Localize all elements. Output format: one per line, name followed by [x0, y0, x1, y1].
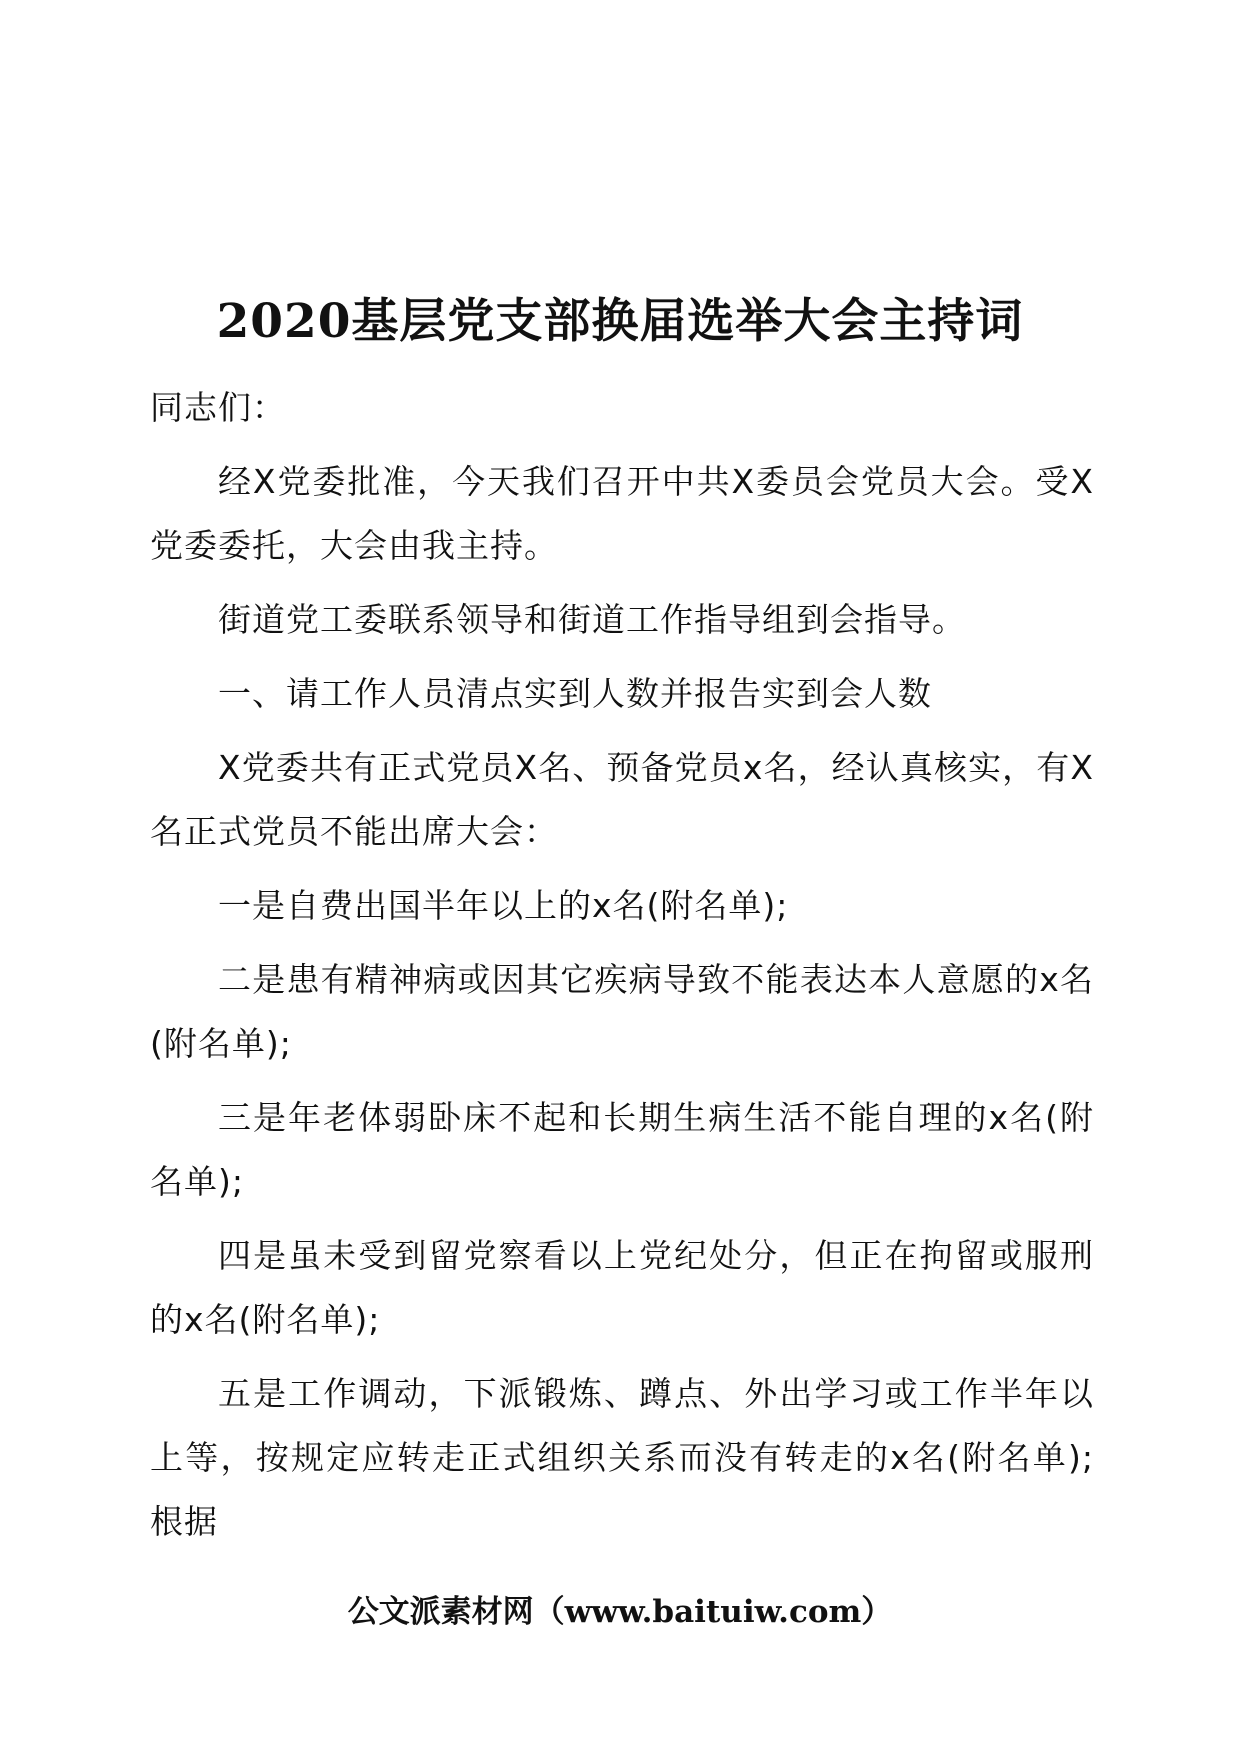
salutation: 同志们：	[150, 388, 286, 427]
list-item: 一是自费出国半年以上的x名(附名单);	[218, 886, 789, 925]
list-item: 五是工作调动，下派锻炼、蹲点、外出学习或工作半年以上等，按规定应转走正式组织关系而没有转走的x名(附名单);根据	[150, 1374, 1094, 1541]
list-item: 三是年老体弱卧床不起和长期生病生活不能自理的x名(附名单);	[150, 1098, 1094, 1201]
page-footer-watermark: 公文派素材网（www.baituiw.com）	[347, 1594, 893, 1630]
list-item: 二是患有精神病或因其它疾病导致不能表达本人意愿的x名(附名单);	[150, 960, 1094, 1063]
section-heading: 一、请工作人员清点实到人数并报告实到会人数	[218, 674, 932, 713]
document-body	[150, 376, 1094, 1564]
paragraph: X党委共有正式党员X名、预备党员x名，经认真核实，有X名正式党员不能出席大会：	[150, 748, 1094, 851]
paragraph: 街道党工委联系领导和街道工作指导组到会指导。	[218, 600, 966, 639]
list-item: 四是虽未受到留党察看以上党纪处分，但正在拘留或服刑的x名(附名单);	[150, 1236, 1094, 1339]
paragraph: 经X党委批准，今天我们召开中共X委员会党员大会。受X党委委托，大会由我主持。	[150, 462, 1094, 565]
document-title: 2020基层党支部换届选举大会主持词	[216, 294, 1024, 349]
